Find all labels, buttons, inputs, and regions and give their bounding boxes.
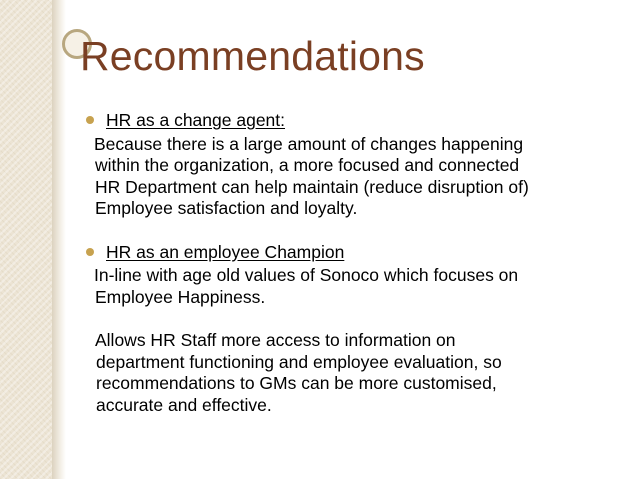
text-line: within the organization, a more focused and connected bbox=[95, 155, 520, 175]
text-line: Employee satisfaction and loyalty. bbox=[95, 198, 358, 218]
slide-body bbox=[86, 110, 626, 416]
text-line: Because there is a large amount of changes happening bbox=[94, 133, 524, 154]
bullet-heading-change-agent bbox=[86, 110, 626, 132]
decorative-band-edge bbox=[52, 0, 66, 479]
paragraph-sonoco-values bbox=[86, 265, 626, 308]
text-line: Allows HR Staff more access to information on bbox=[95, 330, 456, 350]
paragraph-change-agent bbox=[86, 134, 626, 220]
text-line: department functioning and employee evaluation, so bbox=[96, 351, 502, 372]
text-line: HR Department can help maintain (reduce disruption of) bbox=[95, 176, 529, 197]
section-heading: HR as a change agent: bbox=[106, 110, 286, 130]
text-line: Employee Happiness. bbox=[95, 286, 266, 307]
text-line: recommendations to GMs can be more customised, bbox=[96, 373, 497, 393]
decorative-texture-band bbox=[0, 0, 52, 479]
slide-title: Recommendations bbox=[80, 33, 425, 79]
text-line: accurate and effective. bbox=[96, 394, 272, 415]
paragraph-staff-access bbox=[86, 330, 626, 416]
bullet-dot-icon bbox=[86, 248, 94, 256]
bullet-dot-icon bbox=[86, 116, 94, 124]
bullet-heading-employee-champion bbox=[86, 242, 626, 264]
section-heading: HR as an employee Champion bbox=[106, 241, 345, 262]
text-line: In-line with age old values of Sonoco which focuses on bbox=[94, 265, 519, 285]
